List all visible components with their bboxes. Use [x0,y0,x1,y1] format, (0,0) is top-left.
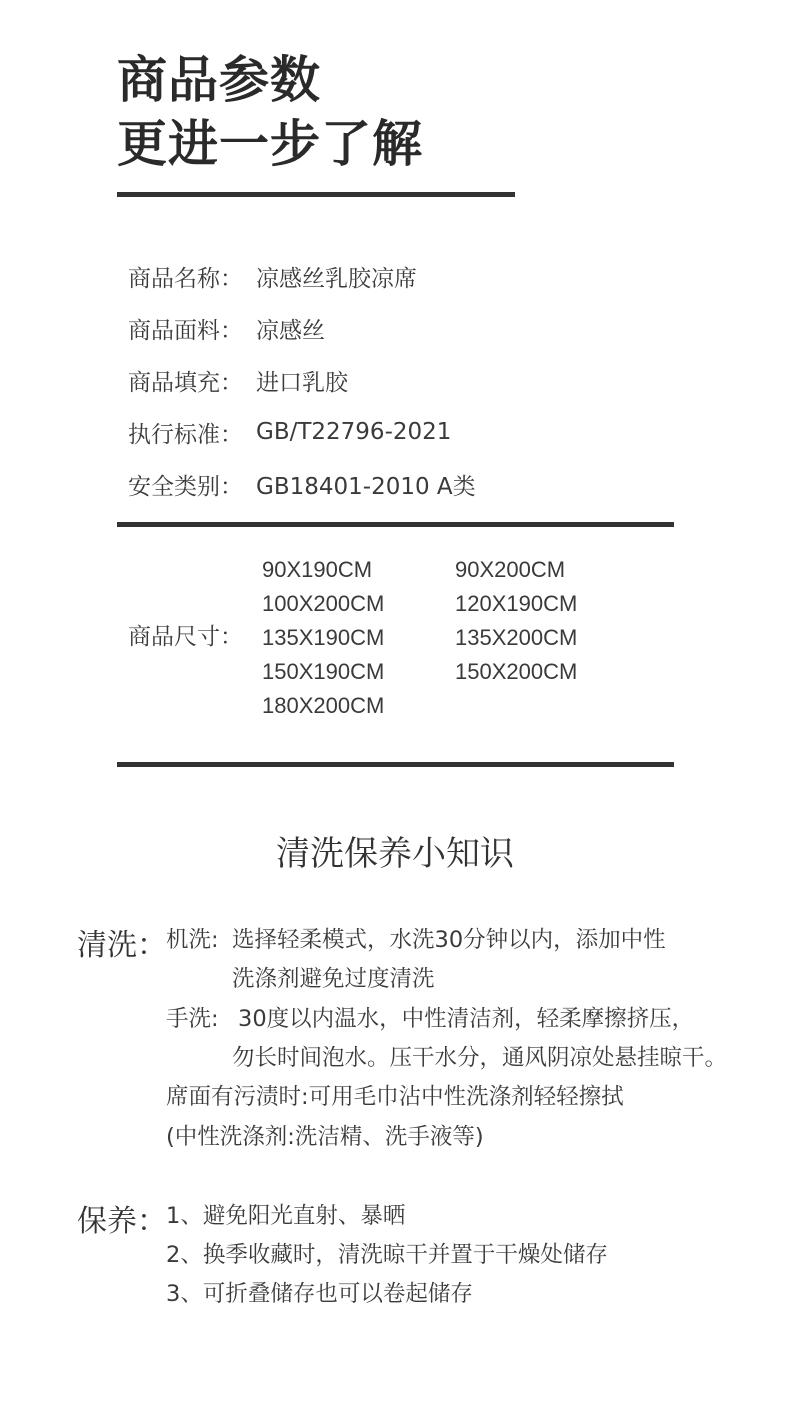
param-row [128,250,688,302]
param-value: 凉感丝 [256,317,325,344]
size-item: 90X200CM [455,557,566,582]
param-row [128,302,688,354]
maintain-label: 保养： [77,1204,167,1239]
hand-wash-label: 手洗: [166,1006,219,1032]
care-title: 清洗保养小知识 [276,834,514,874]
maintain-item: 2、换季收藏时，清洗晾干并置于干燥处储存 [166,1242,608,1268]
machine-wash-line-1: 选择轻柔模式，水洗30分钟以内，添加中性 [232,927,666,953]
machine-wash-line-2: 洗涤剂避免过度清洗 [232,966,435,992]
size-item: 120X190CM [455,591,578,616]
detergent-line: (中性洗涤剂:洗洁精、洗手液等) [166,1124,484,1150]
size-item: 135X200CM [455,625,578,650]
param-label: 商品名称： [128,265,243,292]
size-item: 90X190CM [262,557,373,582]
hand-wash-line-1: 30度以内温水，中性清洁剂，轻柔摩擦挤压， [238,1006,695,1032]
param-value: 进口乳胶 [256,369,348,396]
wash-label: 清洗： [77,928,167,963]
param-label: 执行标准： [128,421,243,448]
param-label: 商品填充： [128,369,243,396]
maintain-item: 3、可折叠储存也可以卷起储存 [166,1281,473,1307]
page-subtitle: 更进一步了解 [117,115,423,173]
title-block [117,48,423,176]
product-params [128,250,688,510]
sizes-bottom-divider [117,762,674,767]
maintain-item: 1、避免阳光直射、暴晒 [166,1203,406,1229]
stain-line: 席面有污渍时:可用毛巾沾中性洗涤剂轻轻擦拭 [166,1084,624,1110]
size-item: 100X200CM [262,591,385,616]
param-row [128,458,688,510]
param-row [128,354,688,406]
param-label: 商品面料： [128,317,243,344]
size-item: 150X190CM [262,659,385,684]
hand-wash-line-2: 勿长时间泡水。压干水分，通风阴凉处悬挂晾干。 [232,1045,728,1071]
sizes-top-divider [117,522,674,527]
param-label: 安全类别： [128,473,243,500]
size-item: 150X200CM [455,659,578,684]
machine-wash-label: 机洗: [166,927,219,953]
title-underline [117,192,515,197]
param-value: GB/T22796-2021 [256,419,452,445]
size-item: 180X200CM [262,693,385,718]
page-title: 商品参数 [117,51,321,109]
param-row [128,406,688,458]
sizes-label: 商品尺寸： [128,624,243,650]
param-value: GB18401-2010 A类 [256,473,476,500]
size-item: 135X190CM [262,625,385,650]
param-value: 凉感丝乳胶凉席 [256,265,417,292]
